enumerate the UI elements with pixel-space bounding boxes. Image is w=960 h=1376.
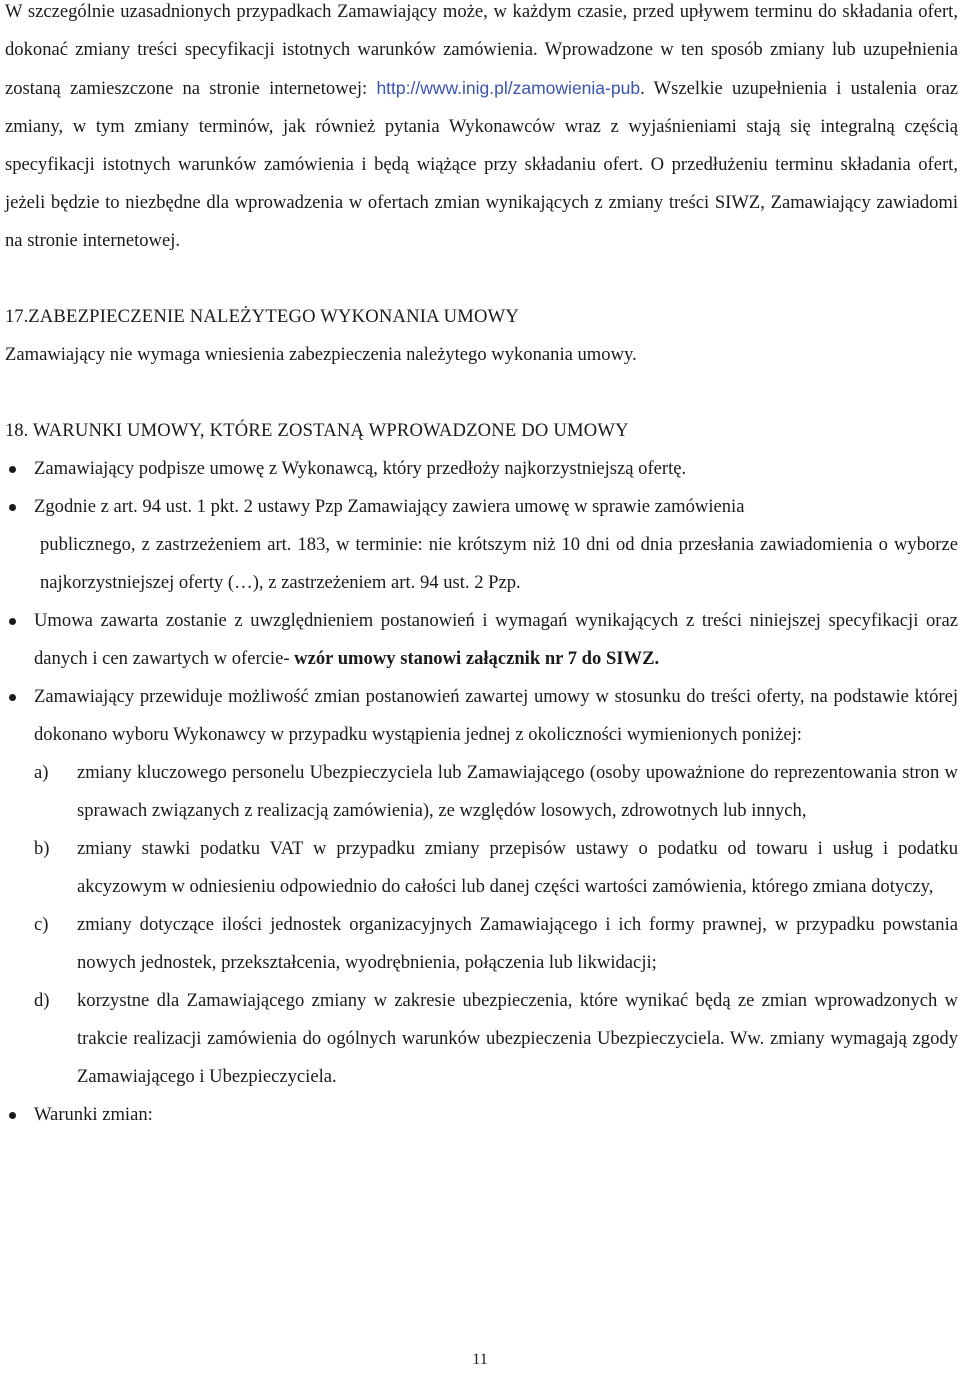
list-item: d) korzystne dla Zamawiającego zmiany w zakresie ubezpieczenia, które wynikać będą ze zmian wprowadzonych w trakcie realizacji zamówienia do ogólnych warunków ubezpieczenia Ubezpieczyciela. Ww. zmiany wymagają zgody Zamawiającego i Ubezpieczyciela. — [34, 990, 958, 1087]
list-item-continuation: publicznego, z zastrzeżeniem art. 183, w terminie: nie krótszym niż 10 dni od dnia przesłania zawiadomienia o wyborze najkorzystniejszej oferty (…), z zastrzeżeniem art. 94 ust. 2 Pzp. — [40, 534, 958, 593]
page-number: 11 — [472, 1351, 488, 1368]
attachment-reference: wzór umowy stanowi załącznik nr 7 do SIWZ. — [294, 648, 660, 669]
list-item: Zamawiający podpisze umowę z Wykonawcą, który przedłoży najkorzystniejszą ofertę. — [5, 450, 958, 488]
list-item: c) zmiany dotyczące ilości jednostek organizacyjnych Zamawiającego i ich formy prawnej, w przypadku powstania nowych jednostek, przekształcenia, wyodrębnienia, połączenia lub likwidacji; — [34, 914, 958, 973]
bullet-icon — [9, 466, 16, 473]
list-item: Zamawiający przewiduje możliwość zmian postanowień zawartej umowy w stosunku do treści oferty, na podstawie której dokonano wyboru Wykonawcy w przypadku wystąpienia jednej z okoliczności wymienionych poniżej: a) zmiany kluczowego personelu Ubezpieczyciela lub Zamawiającego (osoby upoważnione do reprezentowania stron w sprawach związanych z realizacją zamówienia), ze względów losowych, zdrowotnych lub innych, b) zmiany stawki podatku VAT w przypadku zmiany przepisów ustawy o podatku od towaru i usług i podatku akcyzowym w odniesieniu odpowiednio do całości lub danej części wartości zamówienia, którego zmiana dotyczy, c) zmiany dotyczące ilości jednostek organizacyjnych Zamawiającego i ich formy prawnej, w przypadku powstania nowych jednostek, przekształcenia, wyodrębnienia, połączenia lub likwidacji; d) korzystne dla Zamawiającego zmiany w zakresie ubezpieczenia, które wynikać będą ze zmian wprowadzonych w trakcie realizacji zamówienia do ogólnych warunków ubezpieczenia Ubezpieczyciela. Ww. zmiany wymagają zgody Zamawiającego i Ubezpieczyciela. — [5, 678, 958, 1096]
bullet-icon — [9, 694, 16, 701]
spacer — [5, 260, 958, 298]
document-page — [5, 0, 958, 1134]
section-18-heading: 18. WARUNKI UMOWY, KTÓRE ZOSTANĄ WPROWADZONE DO UMOWY — [5, 420, 629, 441]
list-item: Umowa zawarta zostanie z uwzględnieniem postanowień i wymagań wynikających z treści niniejszej specyfikacji oraz danych i cen zawartych w ofercie- wzór umowy stanowi załącznik nr 7 do SIWZ. — [5, 602, 958, 678]
bullet-icon — [9, 1112, 16, 1119]
bullet-icon — [9, 504, 16, 511]
list-item: b) zmiany stawki podatku VAT w przypadku zmiany przepisów ustawy o podatku od towaru i usług i podatku akcyzowym w odniesieniu odpowiednio do całości lub danej części wartości zamówienia, którego zmiana dotyczy, — [34, 838, 958, 897]
procurement-link[interactable]: http://www.inig.pl/zamowienia-pub — [376, 78, 641, 98]
list-item: a) zmiany kluczowego personelu Ubezpieczyciela lub Zamawiającego (osoby upoważnione do reprezentowania stron w sprawach związanych z realizacją zamówienia), ze względów losowych, zdrowotnych lub innych, — [34, 762, 958, 821]
spacer — [5, 374, 958, 412]
section-18-list — [5, 450, 958, 1134]
list-item: Warunki zmian: — [5, 1096, 958, 1134]
bullet-icon — [9, 618, 16, 625]
list-item: Zgodnie z art. 94 ust. 1 pkt. 2 ustawy Pzp Zamawiający zawiera umowę w sprawie zamówienia publicznego, z zastrzeżeniem art. 183, w terminie: nie krótszym niż 10 dni od dnia przesłania zawiadomienia o wyborze najkorzystniejszej oferty (…), z zastrzeżeniem art. 94 ust. 2 Pzp. — [5, 488, 958, 602]
section-17-heading: 17.ZABEZPIECZENIE NALEŻYTEGO WYKONANIA UMOWY — [5, 306, 519, 327]
intro-paragraph: W szczególnie uzasadnionych przypadkach Zamawiający może, w każdym czasie, przed upływem terminu do składania ofert, dokonać zmiany treści specyfikacji istotnych warunków zamówienia. Wprowadzone w ten sposób zmiany lub uzupełnienia zostaną zamieszczone na stronie internetowej: http://www.inig.pl/zamowienia-pub. Wszelkie uzupełnienia i ustalenia oraz zmiany, w tym zmiany terminów, jak również pytania Wykonawców wraz z wyjaśnieniami stają się integralną częścią specyfikacji istotnych warunków zamówienia i będą wiążące przy składaniu ofert. O przedłużeniu terminu składania ofert, jeżeli będzie to niezbędne dla wprowadzenia w ofertach zmian wynikających z zmiany treści SIWZ, Zamawiający zawiadomi na stronie internetowej. — [5, 1, 958, 251]
change-conditions-list — [34, 754, 958, 1096]
section-17-text: Zamawiający nie wymaga wniesienia zabezpieczenia należytego wykonania umowy. — [5, 344, 637, 365]
